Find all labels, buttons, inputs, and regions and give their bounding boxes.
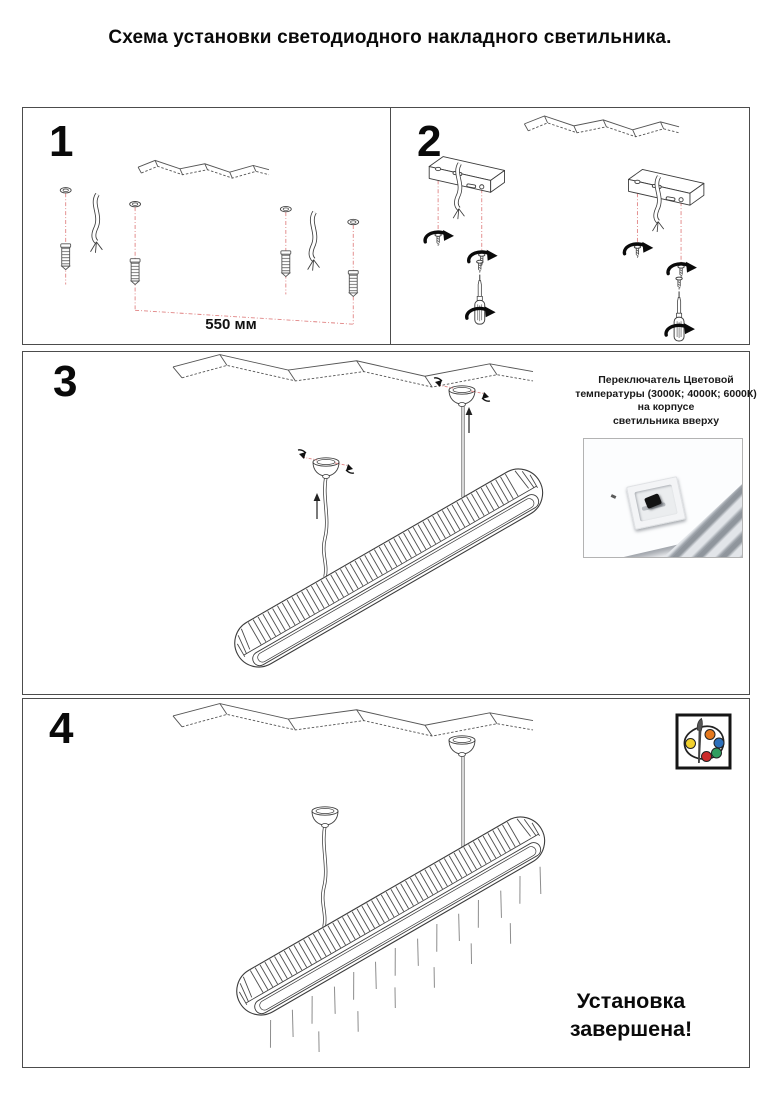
- dowel-icon: [130, 259, 140, 285]
- mounting-bracket-icon: [629, 169, 704, 205]
- completion-message: [501, 987, 761, 1044]
- step-2-panel: [391, 108, 749, 344]
- color-temp-note: [575, 374, 757, 429]
- steps-1-2-row: [22, 107, 750, 345]
- canopy-icon: [449, 386, 475, 407]
- screw-icon: [479, 253, 485, 265]
- dowel-icon: [348, 271, 358, 297]
- screwdriver-icon: [475, 275, 485, 325]
- power-wire-icon: [90, 194, 102, 253]
- screwdriver-icon: [674, 291, 684, 341]
- screw-icon: [477, 260, 483, 272]
- note-line: Переключатель Цветовой: [598, 374, 734, 386]
- up-arrow-icon: [314, 493, 321, 519]
- paint-blue: [714, 738, 724, 748]
- paint-orange: [705, 730, 715, 740]
- up-arrow-icon: [466, 407, 473, 433]
- screw-head-icon: [280, 206, 291, 211]
- canopy-icon: [449, 736, 475, 757]
- screw-icon: [634, 245, 640, 257]
- screw-head-icon: [130, 202, 141, 207]
- screw-icon: [676, 277, 682, 289]
- step-4-panel: [22, 698, 750, 1068]
- paint-green: [712, 748, 722, 758]
- paint-yellow: [686, 739, 696, 749]
- screw-head-icon: [60, 188, 71, 193]
- color-switch-photo: [583, 438, 743, 558]
- step-4-number: 4: [49, 704, 74, 753]
- ceiling-line-icon: [138, 160, 269, 178]
- note-line: светильника вверху: [612, 414, 720, 427]
- switch-recess: [634, 484, 677, 521]
- dowel-icon: [281, 251, 291, 277]
- step-1-panel: [23, 108, 391, 344]
- ceiling-line-icon: [173, 355, 533, 388]
- note-line: температуры (3000К; 4000К; 6000К): [575, 387, 757, 400]
- page-title: Схема установки светодиодного накладного светильника.: [108, 27, 672, 48]
- completion-line: завершена!: [569, 1017, 693, 1042]
- step-2-diagram: [391, 108, 749, 344]
- ceiling-line-icon: [524, 116, 679, 137]
- step-2-number: 2: [417, 117, 442, 166]
- screw-icon: [678, 265, 684, 277]
- dowel-icon: [61, 244, 71, 270]
- canopy-icon: [313, 458, 339, 479]
- canopy-icon: [312, 807, 338, 828]
- step-3-panel: [22, 351, 757, 695]
- screw-icon: [435, 233, 441, 245]
- luminaire-body: [226, 460, 551, 676]
- screw-head-icon: [348, 219, 359, 224]
- dimension-label: 550 мм: [205, 316, 257, 333]
- color-palette-icon: [675, 713, 732, 770]
- power-wire-icon: [308, 212, 320, 271]
- ceiling-line-icon: [173, 704, 533, 737]
- paint-red: [702, 752, 712, 762]
- completion-line: Установка: [576, 989, 686, 1013]
- step-1-number: 1: [49, 117, 74, 166]
- step-3-number: 3: [53, 357, 78, 406]
- step-1-diagram: [23, 108, 390, 344]
- note-line: на корпусе: [637, 401, 695, 414]
